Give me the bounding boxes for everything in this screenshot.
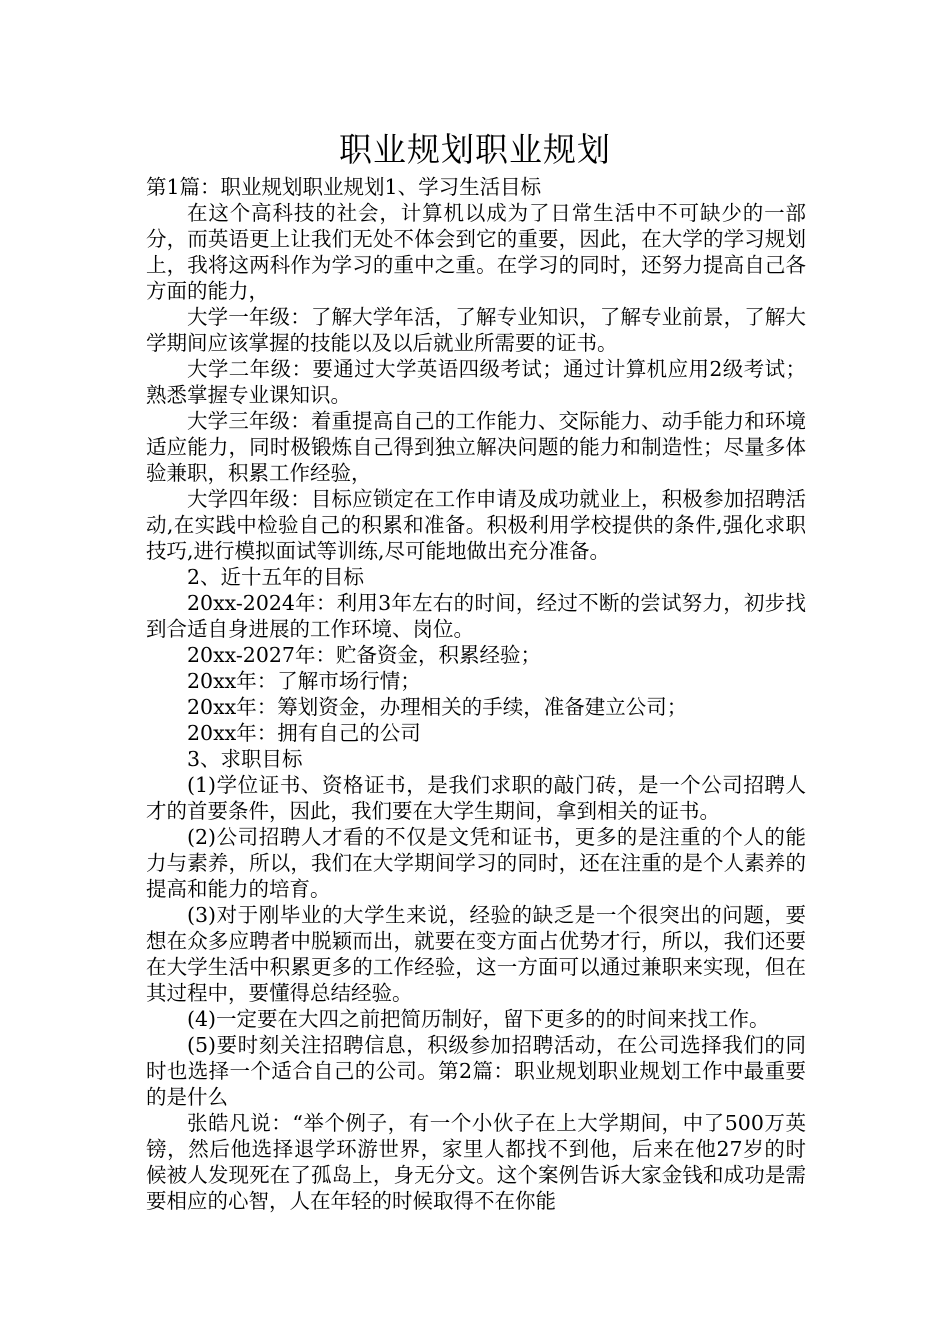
paragraph: 大学二年级：要通过大学英语四级考试；通过计算机应用2级考试；熟悉掌握专业课知识。 — [146, 357, 806, 407]
paragraph: (1)学位证书、资格证书，是我们求职的敲门砖，是一个公司招聘人才的首要条件，因此，我们要在大学生期间，拿到相关的证书。 — [146, 773, 806, 823]
paragraph: 20xx年：了解市场行情； — [187, 669, 421, 693]
paragraph: 大学三年级：着重提高自己的工作能力、交际能力、动手能力和环境适应能力，同时极锻炼自己得到独立解决问题的能力和制造性；尽量多体验兼职，积累工作经验， — [146, 409, 806, 485]
paragraph: 大学一年级：了解大学年活，了解专业知识，了解专业前景，了解大学期间应该掌握的技能以及以后就业所需要的证书。 — [146, 305, 806, 355]
section-heading: 2、近十五年的目标 — [187, 565, 365, 589]
paragraph: (2)公司招聘人才看的不仅是文凭和证书，更多的是注重的个人的能力与素养，所以，我们在大学期间学习的同时，还在注重的是个人素养的提高和能力的培育。 — [146, 825, 806, 901]
paragraph: 20xx-2027年：贮备资金，积累经验； — [187, 643, 541, 667]
paragraph: 20xx年：拥有自己的公司 — [187, 721, 421, 745]
paragraph: (4)一定要在大四之前把简历制好，留下更多的的时间来找工作。 — [187, 1007, 770, 1031]
paragraph: 大学四年级：目标应锁定在工作申请及成功就业上，积极参加招聘活动,在实践中检验自己的积累和准备。积极利用学校提供的条件,强化求职技巧,进行模拟面试等训练,尽可能地做出充分准备。 — [146, 487, 806, 563]
document-title: 职业规划职业规划 — [339, 130, 611, 169]
paragraph: 第1篇：职业规划职业规划1、学习生活目标 — [146, 175, 542, 199]
paragraph: 20xx年：筹划资金，办理相关的手续，准备建立公司； — [187, 695, 688, 719]
document-body — [146, 174, 806, 1214]
paragraph: (3)对于刚毕业的大学生来说，经验的缺乏是一个很突出的问题，要想在众多应聘者中脱颖而出，就要在变方面占优势才行，所以，我们还要在大学生活中积累更多的工作经验，这一方面可以通过兼职来实现，但在其过程中，要懂得总结经验。 — [146, 903, 806, 1005]
paragraph: (5)要时刻关注招聘信息，积级参加招聘活动，在公司选择我们的同时也选择一个适合自己的公司。第2篇：职业规划职业规划工作中最重要的是什么 — [146, 1033, 806, 1109]
paragraph: 张皓凡说：“举个例子，有一个小伙子在上大学期间，中了500万英镑，然后他选择退学环游世界，家里人都找不到他，后来在他27岁的时候被人发现死在了孤岛上，身无分文。这个案例告诉大家金钱和成功是需要相应的心智，人在年轻的时候取得不在你能 — [146, 1111, 806, 1213]
section-heading: 3、求职目标 — [187, 747, 303, 771]
paragraph: 在这个高科技的社会，计算机以成为了日常生活中不可缺少的一部分，而英语更上让我们无处不体会到它的重要，因此，在大学的学习规划上，我将这两科作为学习的重中之重。在学习的同时，还努力提高自己各方面的能力， — [146, 201, 806, 303]
paragraph: 20xx-2024年：利用3年左右的时间，经过不断的尝试努力，初步找到合适自身进展的工作环境、岗位。 — [146, 591, 806, 641]
